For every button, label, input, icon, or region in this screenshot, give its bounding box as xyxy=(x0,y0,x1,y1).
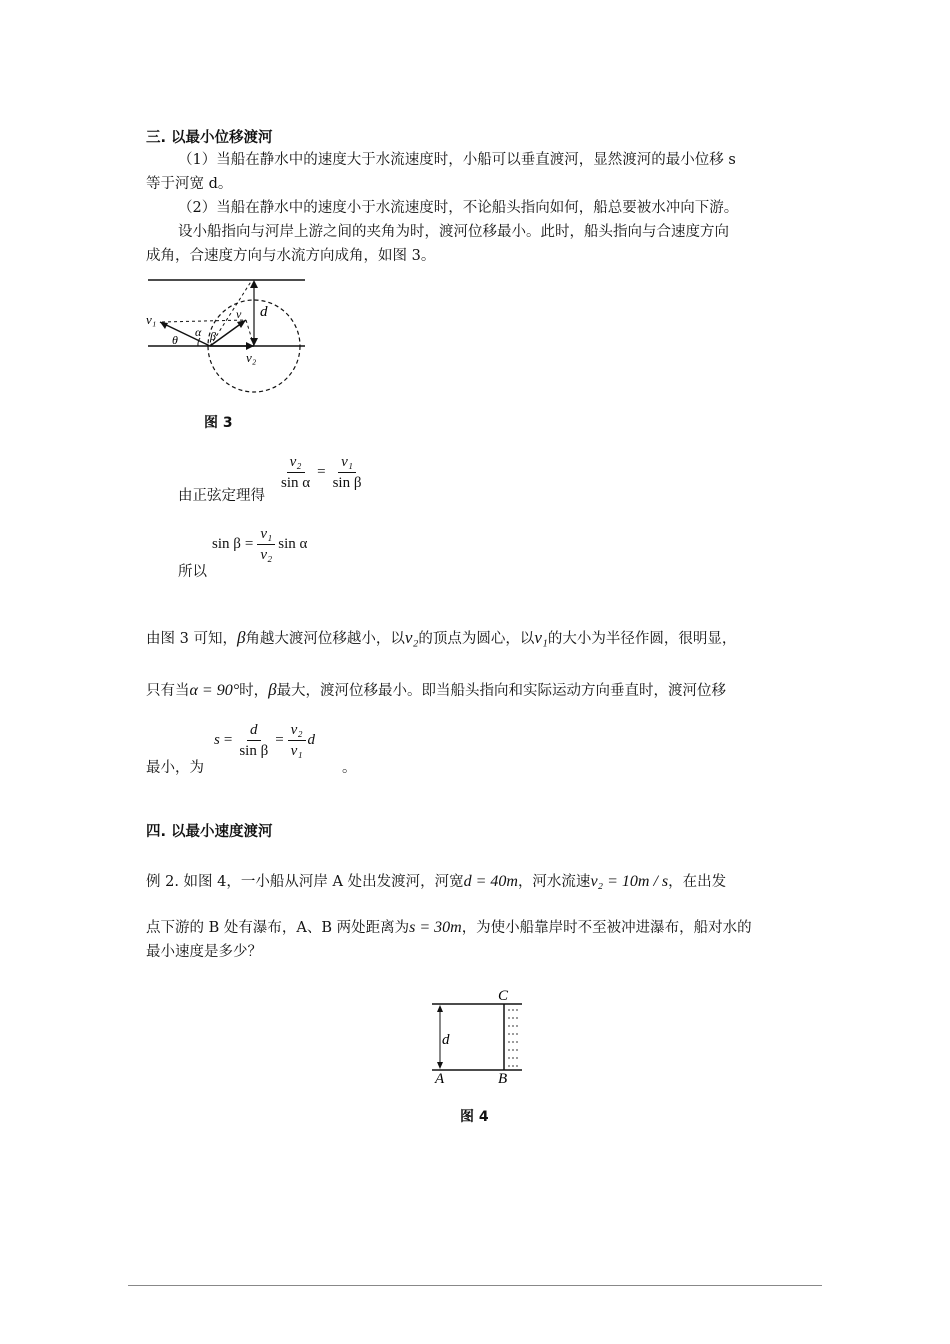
formula-sin-beta-lhs: sin β xyxy=(212,536,241,552)
para5-a: 只有当 xyxy=(146,683,190,699)
para4-d: 的大小为半径作圆，很明显， xyxy=(547,631,737,647)
formula-eq-4: = xyxy=(275,732,284,748)
paragraph-3-line-1: 设小船指向与河岸上游之间的夹角为时，渡河位移最小。此时，船头指向与合速度方向 xyxy=(178,224,729,240)
formula-d-c: d xyxy=(307,732,316,748)
para5-c: 最大，渡河位移最小。即当船头指向和实际运动方向垂直时，渡河位移 xyxy=(276,683,727,699)
para4-c: 的顶点为圆心，以 xyxy=(418,631,535,647)
para5-b: 时， xyxy=(239,683,269,699)
para4-a: 由图 3 可知， xyxy=(146,631,237,647)
sine-law-formula xyxy=(278,452,364,493)
fig3-label-v: v xyxy=(236,307,242,321)
fig3-label-beta: β xyxy=(210,329,216,343)
ex2-a: 点下游的 B 处有瀑布，A、B 两处距离为 xyxy=(146,920,410,936)
paragraph-1-line-2: 等于河宽 d。 xyxy=(146,176,233,192)
formula-v1-c: v₁ xyxy=(290,743,303,759)
paragraph-4 xyxy=(146,628,736,649)
s-formula xyxy=(214,720,315,761)
para5-beta: β xyxy=(268,680,277,699)
section-heading-3: 三. 以最小位移渡河 xyxy=(146,130,273,146)
ex2-s30: s = 30m xyxy=(409,919,462,936)
paragraph-6-prefix: 最小，为 xyxy=(146,760,204,776)
example-line-1 xyxy=(146,872,726,892)
section-heading-4: 四. 以最小速度渡河 xyxy=(146,824,273,840)
paragraph-3-line-2: 成角，合速度方向与水流方向成角，如图 3。 xyxy=(146,248,436,264)
paragraph-2: （2）当船在静水中的速度小于水流速度时，不论船头指向如何，船总要被水冲向下游。 xyxy=(178,200,739,216)
formula-eq: = xyxy=(317,464,326,480)
fig4-label-a: A xyxy=(435,1071,445,1087)
formula-sin-beta-c: sin β xyxy=(239,743,269,759)
formula-v2-b: v₂ xyxy=(260,547,273,563)
figure-3-diagram xyxy=(140,272,310,402)
formula-eq-2: = xyxy=(244,536,254,552)
paragraph-5 xyxy=(146,680,726,701)
ex-d40: d = 40m xyxy=(463,873,518,890)
formula-v1-b: v₁ xyxy=(257,524,275,545)
so-prefix: 所以 xyxy=(178,564,207,580)
para4-v2: v₂ xyxy=(404,628,419,647)
para4-beta: β xyxy=(236,628,246,647)
ex-b: ，河水流速 xyxy=(517,874,591,890)
ex-v2-10: v₂ = 10m / s xyxy=(590,873,669,890)
figure-3-caption: 图 3 xyxy=(204,415,233,431)
fig3-label-theta: θ xyxy=(172,333,178,347)
footer-divider xyxy=(128,1285,822,1286)
formula-v1: v₁ xyxy=(338,452,356,473)
formula-v2: v₂ xyxy=(287,452,305,473)
fig4-label-d: d xyxy=(442,1032,450,1048)
formula-v2-c: v₂ xyxy=(288,720,306,741)
para5-alpha-90: α = 90° xyxy=(189,682,240,699)
formula-sin-alpha-b: sin α xyxy=(278,536,308,552)
fig3-label-d: d xyxy=(260,304,268,320)
sin-beta-formula xyxy=(212,524,307,565)
formula-sin-alpha: sin α xyxy=(281,475,311,491)
para4-b: 角越大渡河位移越小，以 xyxy=(245,631,405,647)
ex-c: ，在出发 xyxy=(668,874,727,890)
example-line-3: 最小速度是多少？ xyxy=(146,944,262,960)
fig4-label-c: C xyxy=(498,988,509,1004)
fig3-label-v1: v₁ xyxy=(146,312,157,327)
formula-d: d xyxy=(247,720,261,741)
fig3-label-v2: v₂ xyxy=(246,350,257,365)
para4-v1: v₁ xyxy=(534,628,548,647)
fig4-label-b: B xyxy=(498,1071,508,1087)
paragraph-1-line-1: （1）当船在静水中的速度大于水流速度时，小船可以垂直渡河，显然渡河的最小位移 s xyxy=(178,152,736,168)
sine-law-prefix: 由正弦定理得 xyxy=(178,488,265,504)
figure-4-caption: 图 4 xyxy=(460,1109,489,1125)
formula-sin-beta: sin β xyxy=(332,475,362,491)
formula-s: s xyxy=(214,732,220,748)
formula-eq-3: = xyxy=(223,732,233,748)
ex2-b: ，为使小船靠岸时不至被冲进瀑布，船对水的 xyxy=(461,920,752,936)
paragraph-6-suffix: 。 xyxy=(342,760,357,776)
ex-a: 例 2. 如图 4，一小船从河岸 A 处出发渡河，河宽 xyxy=(146,874,464,890)
figure-4-diagram xyxy=(426,986,526,1090)
example-line-2 xyxy=(146,918,752,938)
fig3-label-alpha: α xyxy=(195,325,202,339)
